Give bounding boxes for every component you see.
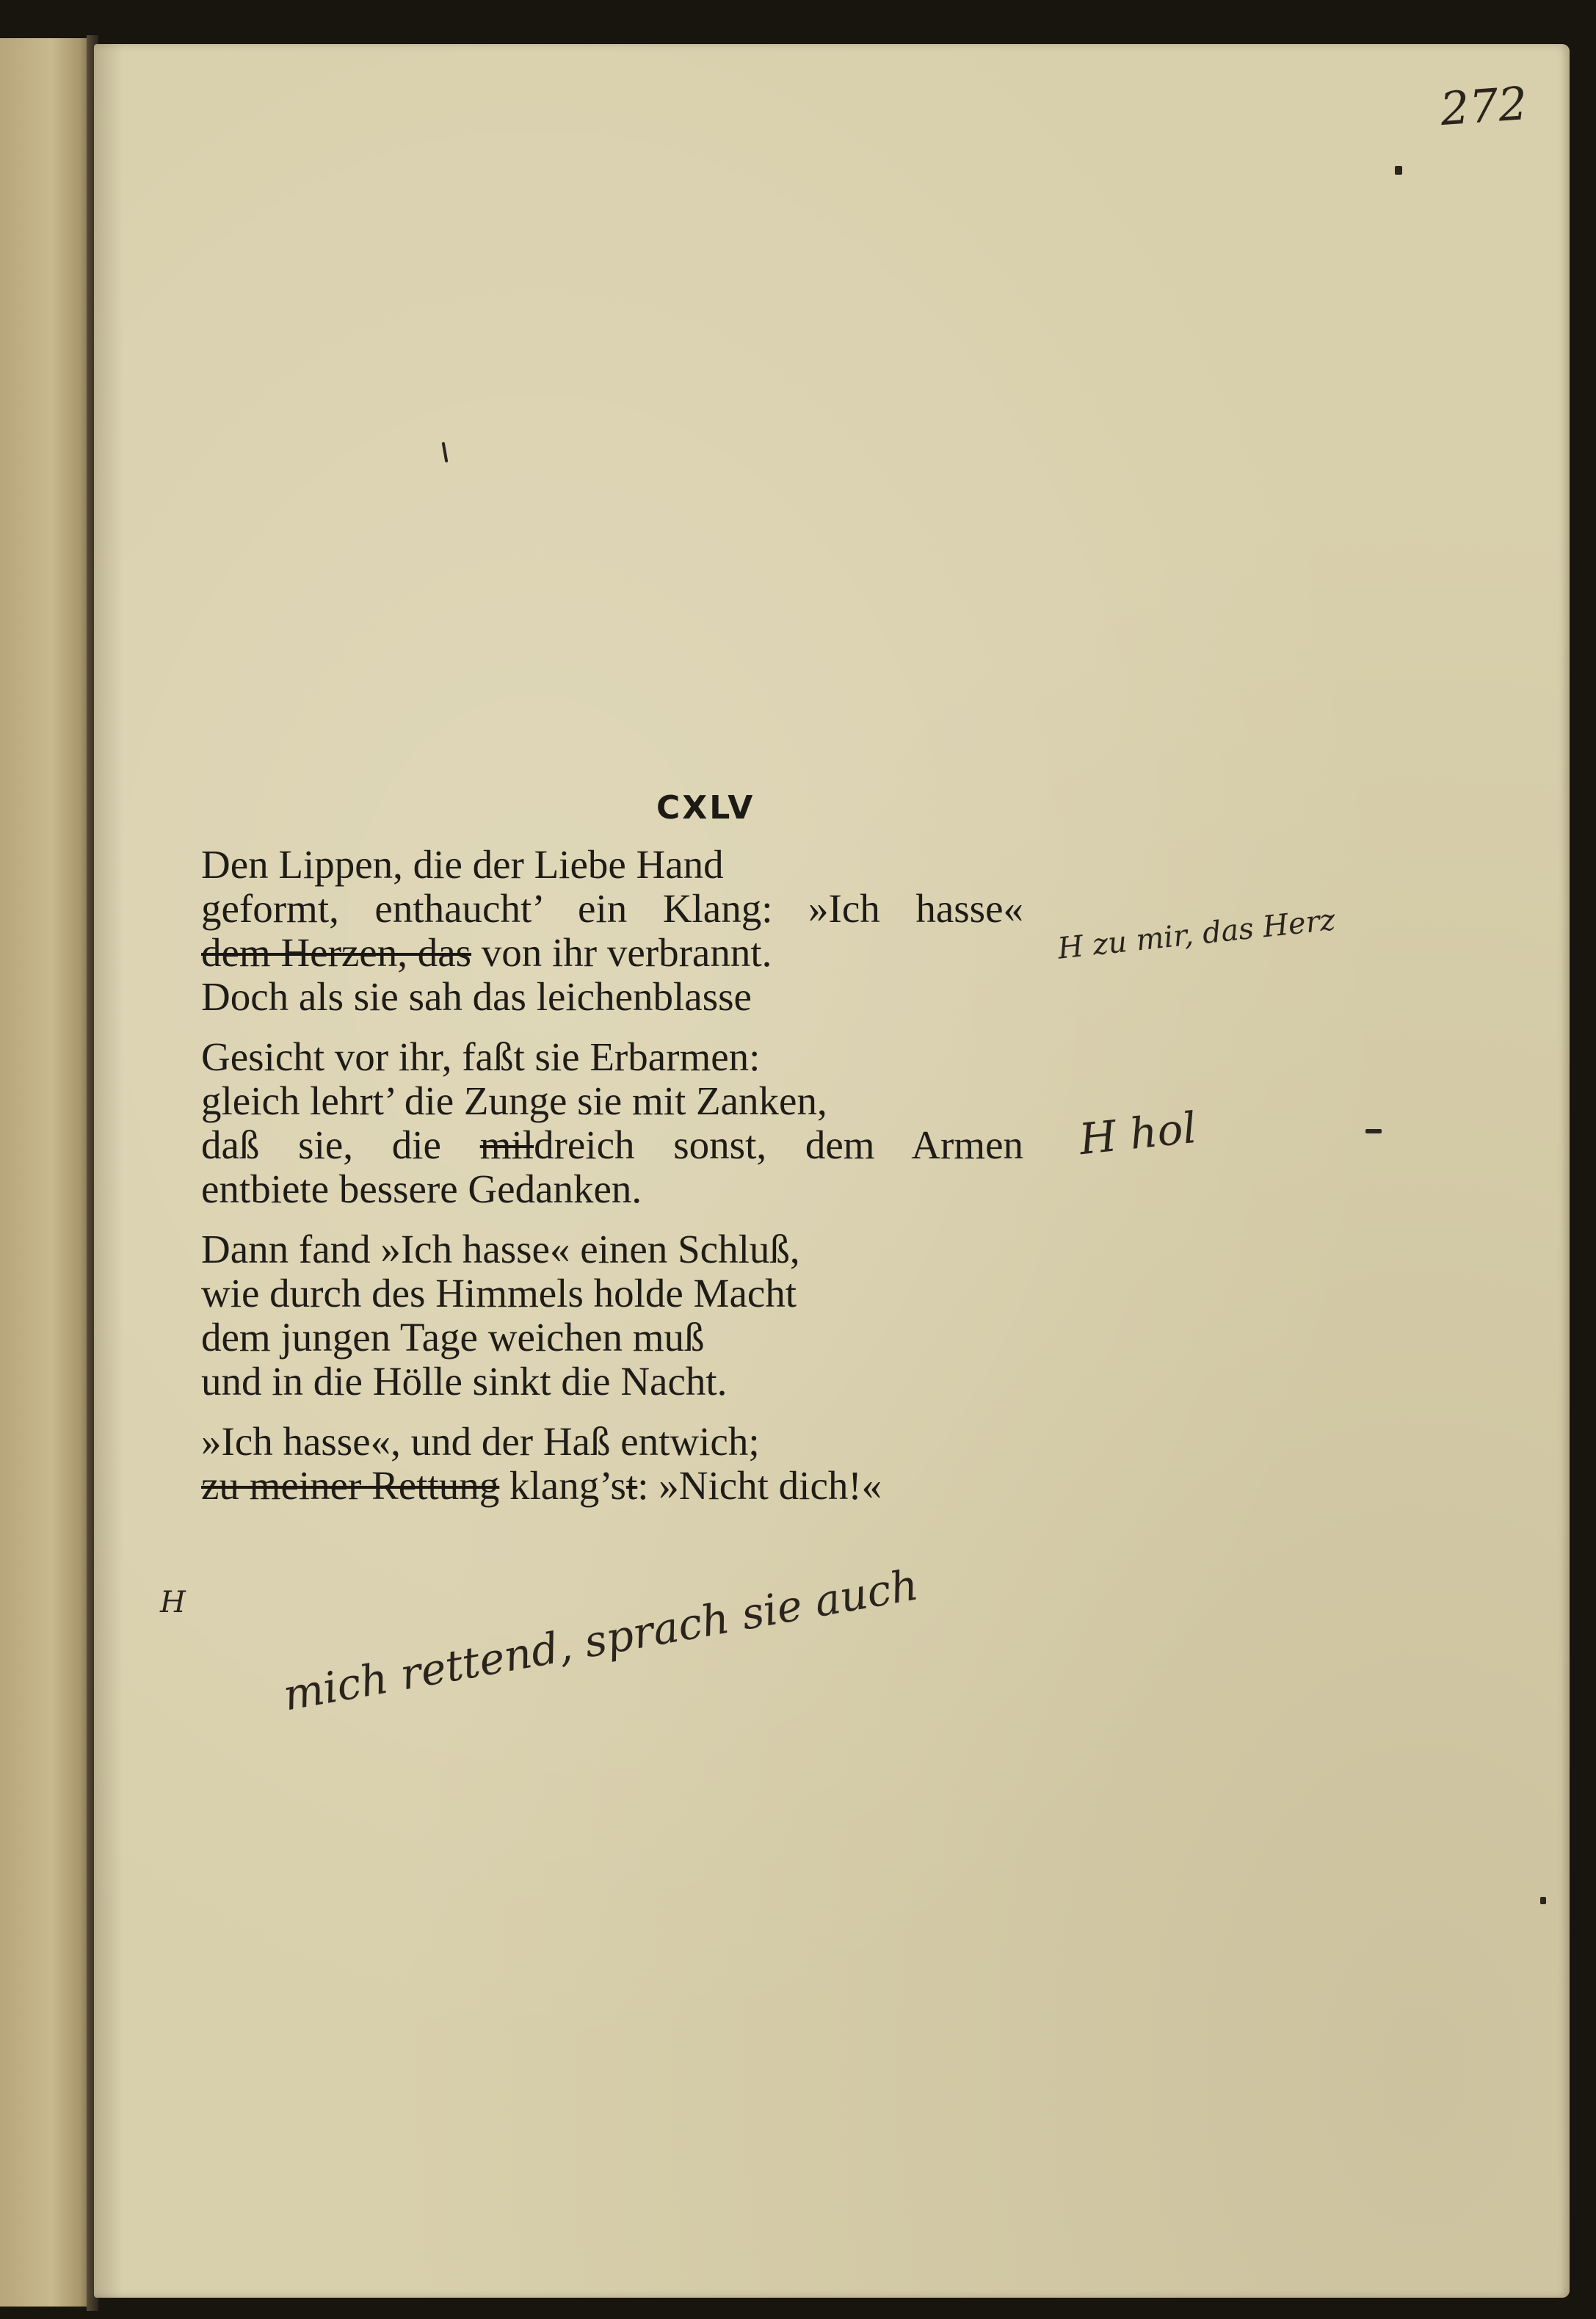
line-text: klang’s — [499, 1463, 626, 1508]
pencil-dot — [1395, 166, 1402, 175]
line-text: dreich sonst, dem Armen — [534, 1122, 1023, 1167]
poem-line — [201, 1315, 800, 1360]
line-text: Doch als sie sah das leichenblasse — [201, 974, 752, 1019]
poem-line — [201, 1360, 800, 1404]
poem-line — [201, 887, 1023, 931]
poem-line — [201, 931, 1023, 975]
stanza-1 — [201, 843, 1023, 1019]
line-text: Gesicht vor ihr, faßt sie Erbarmen: — [201, 1034, 761, 1079]
poem-line — [201, 1271, 800, 1315]
stanza-2 — [201, 1035, 1023, 1211]
line-text: entbiete bessere Gedanken. — [201, 1166, 642, 1211]
line-text: Dann fand »Ich hasse« einen Schluß, — [201, 1227, 800, 1271]
line-text: von ihr verbrannt. — [471, 930, 772, 975]
poem-line — [201, 1420, 882, 1464]
line-text: Den Lippen, die der Liebe Hand — [201, 842, 724, 887]
handwritten-margin-note: H hol — [1076, 1102, 1199, 1165]
line-text: daß sie, die — [201, 1122, 480, 1167]
poem-title: CXLV — [656, 789, 755, 827]
pencil-dot — [1540, 1897, 1546, 1904]
left-page-edge — [0, 38, 94, 2307]
struck-text: mil — [479, 1122, 534, 1167]
poem-line — [201, 975, 1023, 1019]
line-text: dem jungen Tage weichen muß — [201, 1315, 705, 1360]
pencil-dash — [1365, 1129, 1382, 1133]
poem-line — [201, 1035, 1023, 1079]
handwritten-insertion-marker: H — [160, 1586, 186, 1619]
poem-line — [201, 1123, 1023, 1167]
poem-line — [201, 1079, 1023, 1123]
poem-line — [201, 1464, 882, 1508]
stanza-4 — [201, 1420, 882, 1508]
handwritten-margin-note: H zu mir, das Herz — [1056, 903, 1337, 966]
line-text: »Ich hasse«, und der Haß entwich; — [201, 1419, 760, 1464]
stanza-3 — [201, 1227, 800, 1404]
line-text: und in die Hölle sinkt die Nacht. — [201, 1359, 728, 1404]
struck-text: dem Herzen, das — [201, 930, 472, 975]
line-text: wie durch des Himmels holde Macht — [201, 1271, 797, 1315]
poem-line — [201, 1227, 800, 1271]
line-text: gleich lehrt’ die Zunge sie mit Zanken, — [201, 1078, 827, 1123]
struck-text: zu meiner Rettung — [201, 1463, 500, 1508]
line-text: geformt, enthaucht’ ein Klang: »Ich hasse« — [201, 886, 1023, 931]
page-number: 272 — [1438, 76, 1529, 137]
handwritten-correction-note: mich rettend, sprach sie auch — [279, 1559, 922, 1721]
poem-line — [201, 1167, 1023, 1211]
struck-text: t — [625, 1463, 638, 1508]
poem-line — [201, 843, 1023, 887]
line-text: : »Nicht dich!« — [637, 1463, 882, 1508]
